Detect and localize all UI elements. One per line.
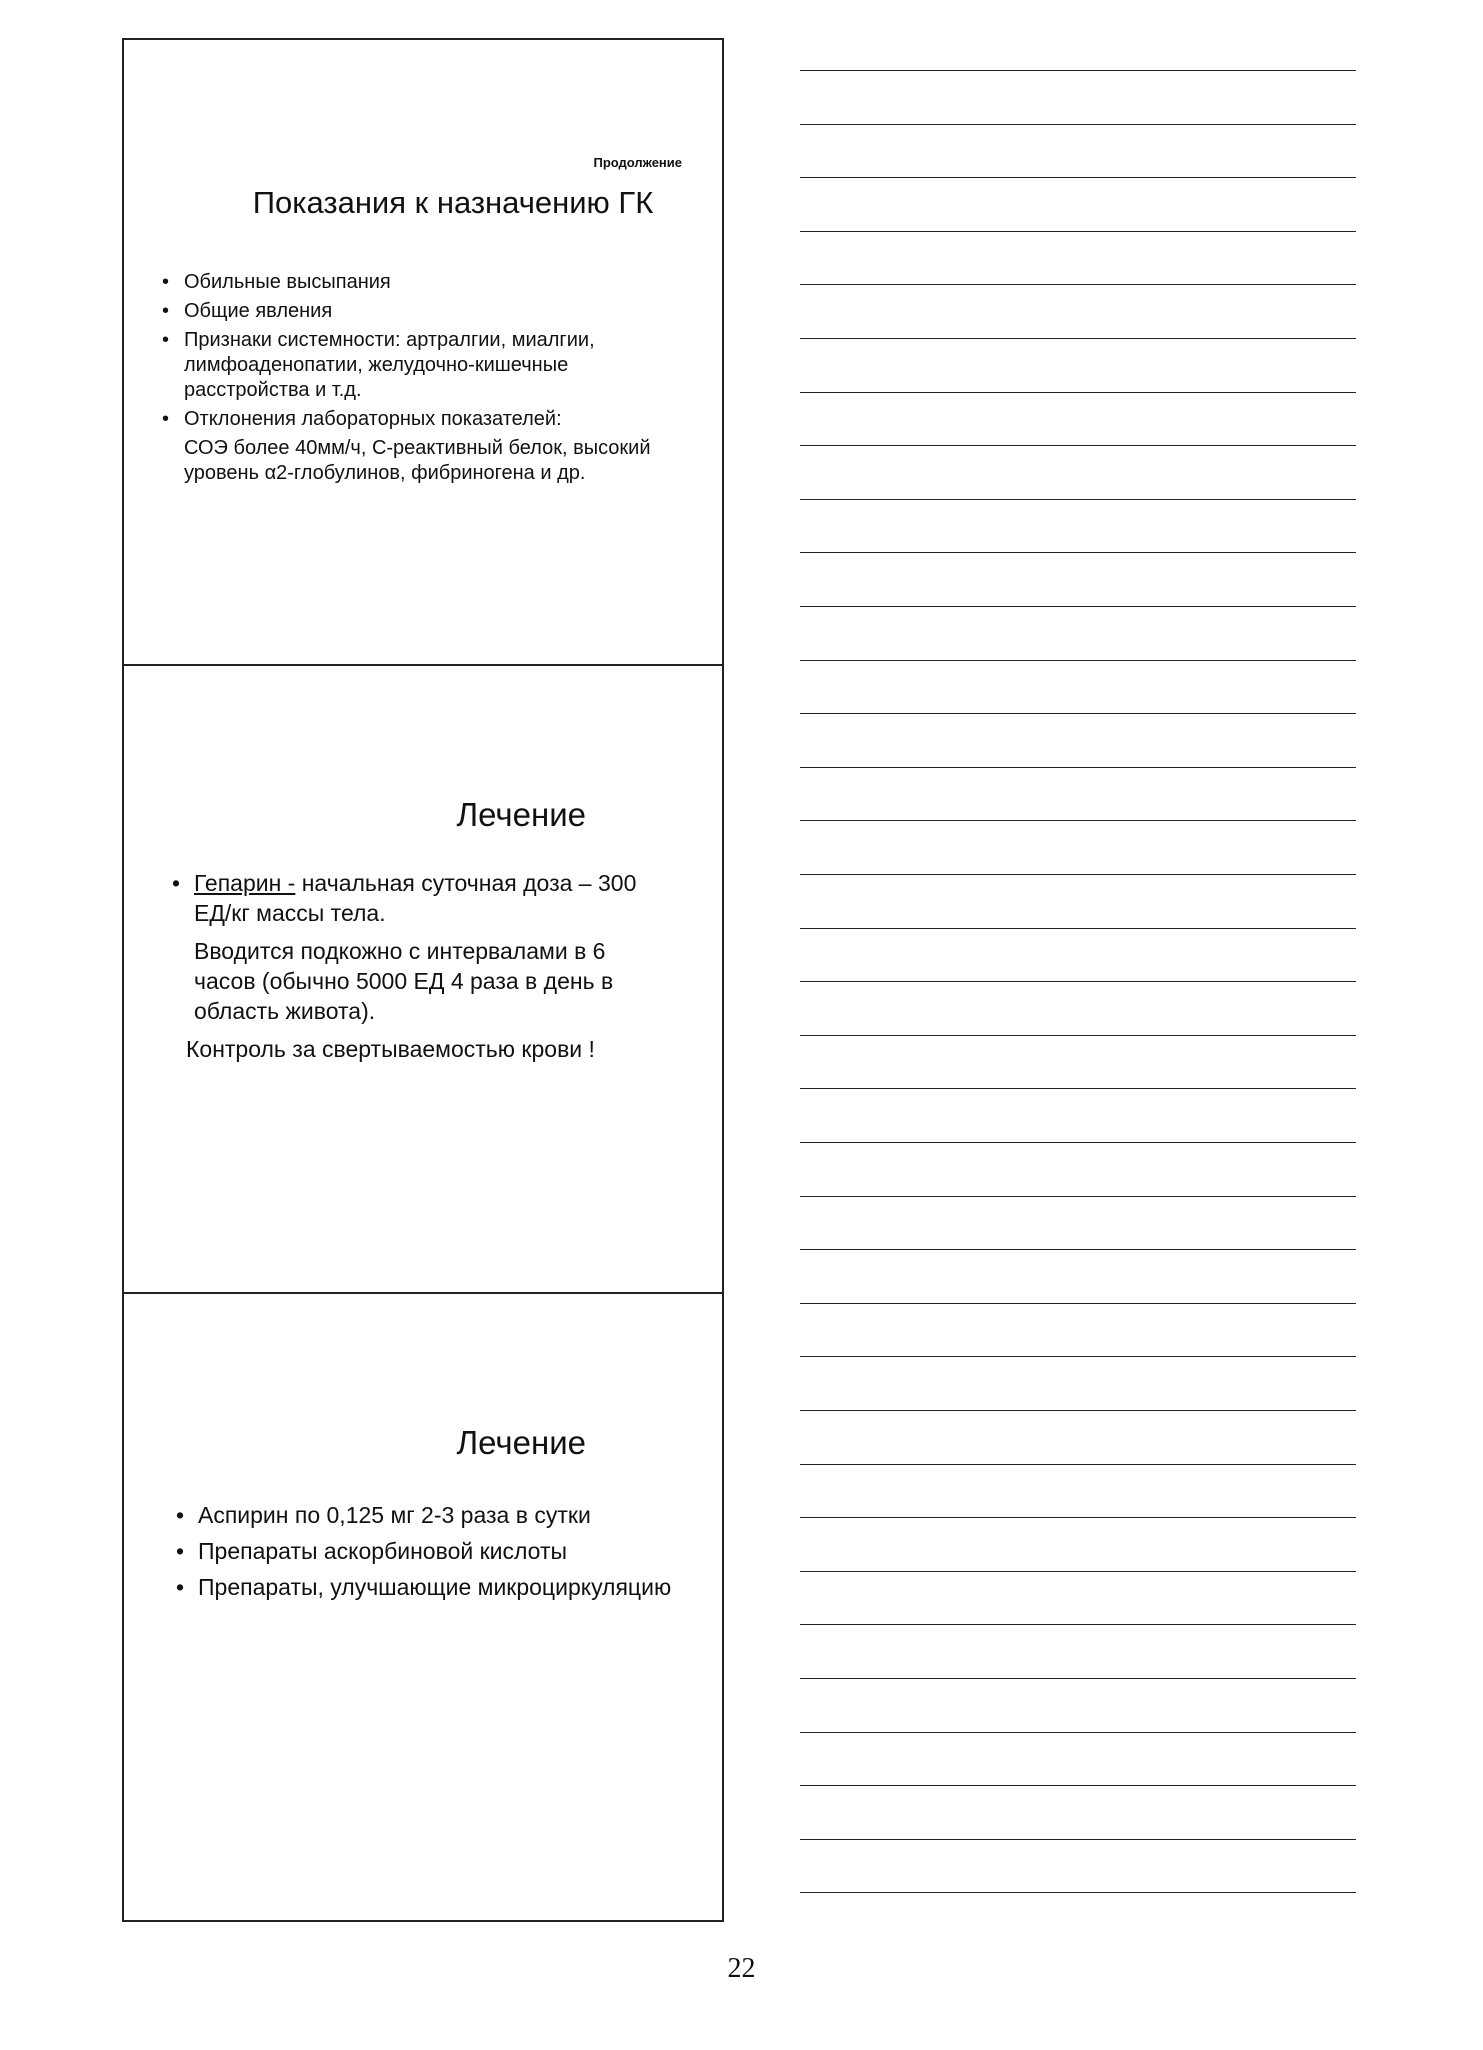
dose-text: начальная суточная доза – 300 ЕД/кг массы тела. — [194, 870, 637, 926]
continuation-note: Продолжение — [593, 155, 682, 170]
slide-title: Лечение — [456, 796, 586, 833]
list-item: • Препараты, улучшающие микроциркуляцию — [176, 1574, 672, 1600]
list-item: • Отклонения лабораторных показателей: — [162, 408, 562, 430]
note-line — [800, 499, 1356, 500]
note-line — [800, 1196, 1356, 1197]
page-number: 22 — [727, 1953, 756, 1984]
note-line — [800, 1624, 1356, 1625]
slide-title: Показания к назначению ГК — [252, 185, 654, 220]
slide-treatment-heparin — [124, 666, 722, 1294]
note-line — [800, 70, 1356, 71]
administration-text: Вводится подкожно с интервалами в 6 часов (обычно 5000 ЕД 4 раза в день в область живота). — [194, 938, 614, 1024]
note-line — [800, 981, 1356, 982]
note-line — [800, 874, 1356, 875]
note-line — [800, 1035, 1356, 1036]
note-line — [800, 445, 1356, 446]
note-line — [800, 1142, 1356, 1143]
note-line — [800, 713, 1356, 714]
slide-title: Лечение — [456, 1424, 586, 1461]
note-line — [800, 284, 1356, 285]
slide-indications-gk — [124, 40, 722, 666]
slide-body — [172, 868, 672, 1064]
note-line — [800, 552, 1356, 553]
list-item: • Препараты аскорбиновой кислоты — [176, 1538, 568, 1564]
note-line — [800, 660, 1356, 661]
note-line — [800, 124, 1356, 125]
drug-name: Гепарин - — [194, 870, 296, 896]
note-line — [800, 1571, 1356, 1572]
note-line — [800, 1356, 1356, 1357]
slide-treatment-aspirin — [124, 1294, 722, 1922]
note-line — [800, 1464, 1356, 1465]
control-text: Контроль за свертываемостью крови ! — [186, 1036, 595, 1062]
note-line — [800, 1839, 1356, 1840]
note-line — [800, 1410, 1356, 1411]
note-line — [800, 928, 1356, 929]
note-line — [800, 820, 1356, 821]
bullet-list — [176, 1500, 682, 1608]
note-line — [800, 392, 1356, 393]
note-line — [800, 1732, 1356, 1733]
note-line — [800, 1249, 1356, 1250]
bullet-list — [162, 270, 692, 486]
note-line — [800, 1785, 1356, 1786]
note-line — [800, 177, 1356, 178]
note-line — [800, 1678, 1356, 1679]
note-line — [800, 1892, 1356, 1893]
list-item: • Гепарин - начальная суточная доза – 300 ЕД/кг массы тела. — [172, 870, 637, 926]
note-line — [800, 1088, 1356, 1089]
list-item: • Аспирин по 0,125 мг 2-3 раза в сутки — [176, 1502, 591, 1528]
note-line — [800, 606, 1356, 607]
note-line — [800, 231, 1356, 232]
note-line — [800, 1517, 1356, 1518]
notes-lines — [800, 0, 1356, 1920]
note-line — [800, 767, 1356, 768]
list-item-continuation: СОЭ более 40мм/ч, С-реактивный белок, высокий уровень α2-глобулинов, фибриногена и др. — [184, 437, 651, 484]
note-line — [800, 338, 1356, 339]
list-item: • Обильные высыпания — [162, 271, 391, 293]
list-item: • Признаки системности: артралгии, миалгии, лимфоаденопатии, желудочно-кишечные расстройства и т.д. — [162, 329, 595, 401]
note-line — [800, 1303, 1356, 1304]
slides-column — [122, 38, 724, 1922]
list-item: • Общие явления — [162, 300, 333, 322]
